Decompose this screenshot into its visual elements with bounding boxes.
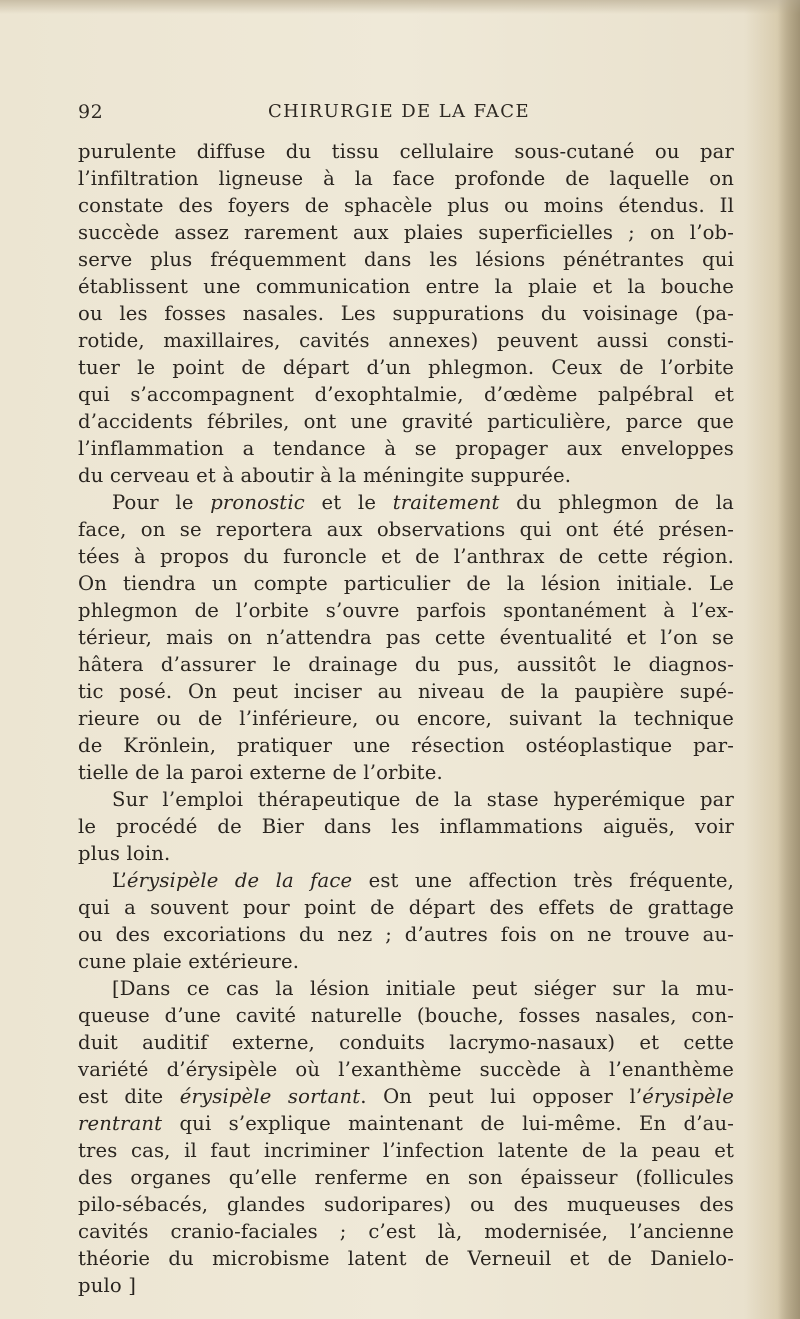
- text-line: [78, 813, 734, 840]
- text-segment: rotide, maxillaires, cavités annexes) peuvent aussi consti-: [78, 329, 734, 352]
- text-line: [78, 435, 734, 462]
- text-line: [78, 678, 734, 705]
- text-segment: ou des excoriations du nez ; d’autres fois on ne trouve au-: [78, 923, 734, 946]
- text-segment: ou les fosses nasales. Les suppurations du voisinage (pa-: [78, 302, 734, 325]
- text-line: [78, 192, 734, 219]
- text-segment: variété d’érysipèle où l’exanthème succède à l’enanthème: [78, 1058, 734, 1081]
- text-segment: constate des foyers de sphacèle plus ou moins étendus. Il: [78, 194, 734, 217]
- text-segment: tées à propos du furoncle et de l’anthrax de cette région.: [78, 545, 734, 568]
- text-line: [78, 165, 734, 192]
- text-line: [78, 921, 734, 948]
- text-segment: l’infiltration ligneuse à la face profonde de laquelle on: [78, 167, 734, 190]
- text-segment: tic posé. On peut inciser au niveau de la paupière supé-: [78, 680, 734, 703]
- text-line: [78, 543, 734, 570]
- text-line: [78, 1137, 734, 1164]
- text-segment: térieur, mais on n’attendra pas cette éventualité et l’on se: [78, 626, 734, 649]
- text-line: [78, 408, 734, 435]
- text-segment: qui a souvent pour point de départ des effets de grattage: [78, 896, 734, 919]
- text-line: [78, 867, 734, 894]
- text-segment: succède assez rarement aux plaies superficielles ; on l’ob-: [78, 221, 734, 244]
- text-segment: qui s’explique maintenant de lui-même. En d’au-: [162, 1112, 734, 1135]
- text-segment: phlegmon de l’orbite s’ouvre parfois spontanément à l’ex-: [78, 599, 734, 622]
- text-line: [78, 975, 734, 1002]
- text-segment: queuse d’une cavité naturelle (bouche, fosses nasales, con-: [78, 1004, 734, 1027]
- text-line: [78, 786, 734, 813]
- text-segment: et le: [304, 491, 393, 514]
- text-segment: d’accidents fébriles, ont une gravité particulière, parce que: [78, 410, 734, 433]
- text-line: [78, 1029, 734, 1056]
- text-line: [78, 138, 734, 165]
- text-line: [78, 1218, 734, 1245]
- italic-text-segment: érysipèle sortant: [179, 1085, 361, 1108]
- text-line: [78, 1245, 734, 1272]
- text-line: [78, 1164, 734, 1191]
- text-line: [78, 246, 734, 273]
- text-segment: est dite: [78, 1085, 180, 1108]
- text-line: [78, 1002, 734, 1029]
- text-line: [78, 624, 734, 651]
- body-text: [78, 138, 734, 1299]
- text-segment: est une affection très fréquente,: [352, 869, 734, 892]
- text-segment: établissent une communication entre la plaie et la bouche: [78, 275, 734, 298]
- text-segment: de Krönlein, pratiquer une résection ostéoplastique par-: [78, 734, 734, 757]
- text-line: [78, 1083, 734, 1110]
- text-line: [78, 948, 734, 975]
- text-segment: purulente diffuse du tissu cellulaire sous-cutané ou par: [78, 140, 734, 163]
- text-segment: théorie du microbisme latent de Verneuil et de Danielo-: [78, 1247, 734, 1270]
- text-segment: L’: [112, 869, 127, 892]
- text-line: [78, 273, 734, 300]
- italic-text-segment: traitement: [392, 491, 500, 514]
- text-line: [78, 354, 734, 381]
- text-line: [78, 705, 734, 732]
- text-segment: duit auditif externe, conduits lacrymo-nasaux) et cette: [78, 1031, 734, 1054]
- text-line: [78, 516, 734, 543]
- italic-text-segment: pronostic: [210, 491, 305, 514]
- text-line: [78, 1056, 734, 1083]
- text-segment: face, on se reportera aux observations qui ont été présen-: [78, 518, 734, 541]
- page-top-shadow: [0, 0, 800, 14]
- text-line: [78, 894, 734, 921]
- text-segment: tielle de la paroi externe de l’orbite.: [78, 761, 443, 784]
- text-line: [78, 462, 734, 489]
- page-binding-edge: [778, 0, 800, 1319]
- text-line: [78, 300, 734, 327]
- text-segment: hâtera d’assurer le drainage du pus, aussitôt le diagnos-: [78, 653, 734, 676]
- text-segment: des organes qu’elle renferme en son épaisseur (follicules: [78, 1166, 734, 1189]
- text-segment: serve plus fréquemment dans les lésions pénétrantes qui: [78, 248, 734, 271]
- text-segment: [Dans ce cas la lésion initiale peut siéger sur la mu-: [112, 977, 734, 1000]
- italic-text-segment: érysipèle de la face: [126, 869, 353, 892]
- text-segment: du phlegmon de la: [499, 491, 734, 514]
- text-line: [78, 732, 734, 759]
- text-segment: qui s’accompagnent d’exophtalmie, d’œdème palpébral et: [78, 383, 734, 406]
- text-segment: Pour le: [112, 491, 211, 514]
- text-segment: rieure ou de l’inférieure, ou encore, suivant la technique: [78, 707, 734, 730]
- running-title: CHIRURGIE DE LA FACE: [268, 101, 531, 122]
- text-line: [78, 597, 734, 624]
- text-line: [78, 381, 734, 408]
- text-segment: cavités cranio-faciales ; c’est là, modernisée, l’ancienne: [78, 1220, 734, 1243]
- text-line: [78, 327, 734, 354]
- running-head: [78, 101, 728, 131]
- text-segment: pilo-sébacés, glandes sudoripares) ou des muqueuses des: [78, 1193, 734, 1216]
- italic-text-segment: érysipèle: [642, 1085, 734, 1108]
- text-line: [78, 759, 734, 786]
- text-segment: le procédé de Bier dans les inflammations aiguës, voir: [78, 815, 734, 838]
- text-line: [78, 840, 734, 867]
- text-segment: cune plaie extérieure.: [78, 950, 300, 973]
- text-line: [78, 570, 734, 597]
- text-line: [78, 489, 734, 516]
- text-line: [78, 651, 734, 678]
- text-segment: tres cas, il faut incriminer l’infection latente de la peau et: [78, 1139, 734, 1162]
- italic-text-segment: rentrant: [78, 1112, 163, 1135]
- text-segment: pulo ]: [78, 1274, 136, 1297]
- text-segment: tuer le point de départ d’un phlegmon. Ceux de l’orbite: [78, 356, 734, 379]
- text-segment: . On peut lui opposer l’: [360, 1085, 643, 1108]
- text-segment: Sur l’emploi thérapeutique de la stase hyperémique par: [112, 788, 734, 811]
- text-line: [78, 1110, 734, 1137]
- text-segment: du cerveau et à aboutir à la méningite suppurée.: [78, 464, 572, 487]
- text-line: [78, 1272, 734, 1299]
- text-segment: plus loin.: [78, 842, 171, 865]
- page-number: 92: [78, 101, 104, 123]
- text-line: [78, 219, 734, 246]
- text-segment: On tiendra un compte particulier de la lésion initiale. Le: [78, 572, 734, 595]
- text-segment: l’inflammation a tendance à se propager aux enveloppes: [78, 437, 734, 460]
- text-line: [78, 1191, 734, 1218]
